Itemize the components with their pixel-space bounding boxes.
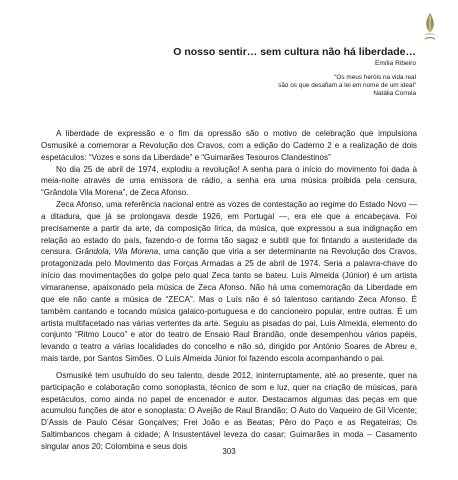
paragraph: [41, 199, 417, 365]
pen-nib-flourish-icon: [421, 12, 439, 42]
page-number: 303: [222, 447, 236, 456]
article-title: O nosso sentir… sem cultura não há liberdade…: [173, 46, 416, 58]
paragraph: No dia 25 de abril de 1974, explodiu a revolução! A senha para o início do movimento foi dada à meia-noite através de uma emissora de rádio, a senha era uma música proibida pela censura, “Grândola Vila Morena”, de Zeca Afonso.: [41, 164, 417, 198]
article-body: [41, 128, 417, 453]
paragraph: Osmusiké tem usufruído do seu talento, desde 2012, ininterruptamente, até ao presente, quer na participação e colaboração como sonoplasta, técnico de som e luz, quer na criação de músicas, para espetáculos, como ainda no papel de encenador e autor. Destacamos algumas das peças em que acumulou funções de ator e sonoplasta: O Avejão de Raul Brandão; O Auto do Vaqueiro de Gil Vicente; D’Assis de Paulo César Gonçalves; Frei João e as Beatas; Pêro do Paço e as Regateiras; Os Saltimbancos chegam à cidade; A Insustentável leveza do casar; Guimarães in moda – Casamento singular anos 20; Colombina e seus dois: [41, 370, 417, 451]
epigraph-line: “Os meus heróis na vida real: [334, 74, 416, 81]
paragraph-text: , uma canção que viria a ser determinante na Revolução dos Cravos, protagonizada pelo Movimento das Forças Armadas a 25 de abril de 1974. Seria a palavra-chave do início das movimentações do golpe pelo qual Zeca tanto se bateu. Luís Almeida (Júnior) é um artista vimaranense, apaixonado pela música de Zeca Afonso. Não há uma comemoração da Liberdade em que ele não cante a música de “ZECA”. Mas o Luís não é só talentoso cantando Zeca Afonso. É também cantando e tocando música galaico-portuguesa e do cancioneiro popular, entre outras. É um artista multifacetado nas várias vertentes da arte. Seguiu as pisadas do pai, Luís Almeida, elemento do conjunto “Ritmo Louco” e ator do teatro de Ensaio Raul Brandão, onde desempenhou vários papéis, levando o teatro a várias localidades do concelho e não só, dirigido por António Soares de Abreu e, mais tarde, por Santos Simões. O Luís Almeida Júnior foi fazendo escola acompanhando o pai.: [41, 247, 417, 364]
epigraph: [278, 74, 416, 99]
epigraph-attribution: Natália Correia: [373, 90, 416, 98]
paragraph: A liberdade de expressão e o fim da opressão são o motivo de celebração que impulsiona Osmusiké a comemorar a Revolução dos Cravos, com a edição do Caderno 2 e a realização de dois espetáculos: “Vozes e sons da Liberdade” e “Guimarães Tesouros Clandestinos”: [41, 129, 417, 162]
epigraph-line: são os que desafiam a lei em nome de um ideal”: [278, 82, 416, 90]
paragraph-text: Zeca Afonso, uma referência nacional entre as vozes de contestação ao regime do Estado Novo — a ditadura, que já se prolongava desde 1926, em Portugal —, era ele que a encabeçava. Foi precisamente a partir da arte, da composição lírica, da música, que expressou a sua indignação em relação ao estado do país, fazendo-o de forma tão sagaz e subtil que foi fintando a austeridade da censura.: [41, 200, 417, 257]
author-name: Emília Ribeiro: [374, 60, 416, 67]
song-title: Grândola, Vila Morena: [75, 247, 159, 257]
